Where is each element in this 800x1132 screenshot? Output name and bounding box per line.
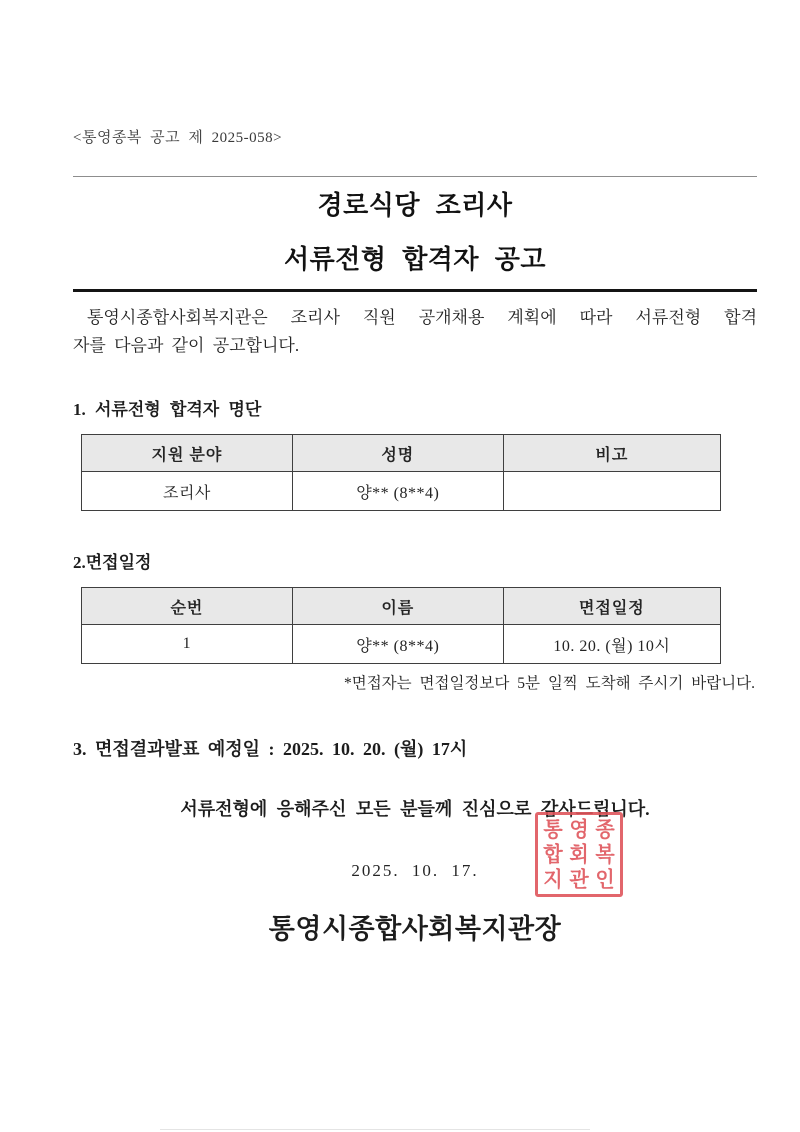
table-cell: 1 (82, 625, 293, 664)
seal-char: 통 (543, 817, 563, 842)
seal-char: 관 (569, 867, 589, 892)
intro-line-2: 자를 다음과 같이 공고합니다. (73, 336, 300, 355)
seal-char: 종 (595, 817, 615, 842)
seal-char: 복 (595, 842, 615, 867)
interview-schedule-table (81, 587, 721, 664)
column-header: 성명 (292, 435, 503, 472)
table-cell (503, 472, 720, 511)
column-header: 지원 분야 (82, 435, 293, 472)
table-header-row (82, 588, 721, 625)
section1-heading: 1. 서류전형 합격자 명단 (73, 400, 262, 419)
official-seal-stamp (535, 812, 623, 897)
column-header: 순번 (82, 588, 293, 625)
seal-char: 지 (543, 867, 563, 892)
intro-line-1: 통영시종합사회복지관은 조리사 직원 공개채용 계획에 따라 서류전형 합격 (87, 308, 757, 327)
column-header: 이름 (292, 588, 503, 625)
table-cell: 양** (8**4) (292, 625, 503, 664)
seal-char: 영 (569, 817, 589, 842)
seal-char: 합 (543, 842, 563, 867)
document-content (73, 0, 757, 946)
table-cell: 10. 20. (월) 10시 (503, 625, 720, 664)
section2-heading: 2.면접일정 (73, 553, 152, 572)
table-row (82, 625, 721, 664)
closing-message: 서류전형에 응해주신 모든 분들께 진심으로 감사드립니다. (180, 799, 650, 819)
interview-note: *면접자는 면접일정보다 5분 일찍 도착해 주시기 바랍니다. (343, 675, 755, 692)
document-date: 2025. 10. 17. (351, 861, 479, 880)
table-cell: 양** (8**4) (292, 472, 503, 511)
intro-paragraph (73, 304, 757, 360)
notice-number: <통영종복 공고 제 2025-058> (73, 130, 283, 146)
table-row (82, 472, 721, 511)
seal-char: 인 (595, 867, 615, 892)
table-header-row (82, 435, 721, 472)
column-header: 비고 (503, 435, 720, 472)
table-cell: 조리사 (82, 472, 293, 511)
seal-char: 회 (569, 842, 589, 867)
signer-name: 통영시종합사회복지관장 (268, 914, 562, 944)
title-rule-thick (73, 289, 757, 292)
document-title-line2: 서류전형 합격자 공고 (284, 244, 546, 274)
column-header: 면접일정 (503, 588, 720, 625)
pass-list-table (81, 434, 721, 511)
document-title-line1: 경로식당 조리사 (317, 190, 513, 220)
next-page-edge-line (160, 1129, 590, 1130)
top-rule-thin (73, 176, 757, 177)
section3-heading: 3. 면접결과발표 예정일 : 2025. 10. 20. (월) 17시 (73, 739, 468, 759)
